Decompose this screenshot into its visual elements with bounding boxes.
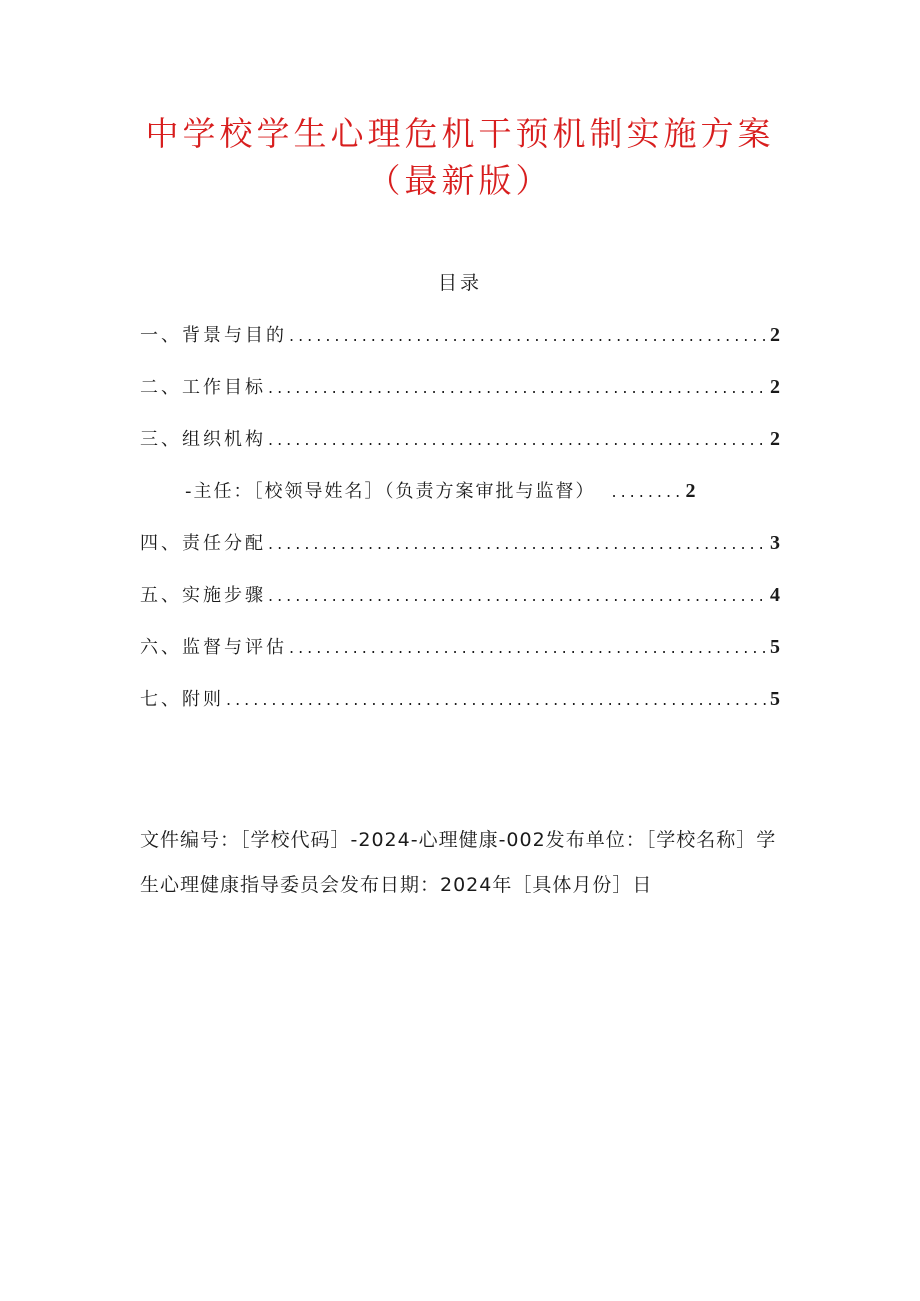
toc-entry-background[interactable]: [140, 320, 780, 372]
document-title-edition: （最新版）: [367, 161, 553, 200]
toc-dot-leader: [268, 529, 766, 559]
document-title: 中学校学生心理危机干预机制实施方案: [145, 114, 775, 153]
toc-entry-responsibilities[interactable]: [140, 528, 780, 580]
toc-entry-organization[interactable]: [140, 424, 780, 476]
toc-entry-label: 五、实施步骤: [140, 585, 266, 606]
toc-dot-leader: [289, 321, 766, 351]
toc-page-number: 5: [770, 636, 780, 658]
toc-page-number: 2: [770, 324, 780, 346]
toc-entry-label: 二、工作目标: [140, 377, 266, 398]
toc-entry-label: 一、背景与目的: [140, 325, 287, 346]
toc-dot-leader: [268, 581, 766, 611]
toc-dot-leader: [612, 477, 682, 507]
toc-page-number: 2: [685, 480, 696, 502]
toc-heading: 目录: [437, 272, 482, 294]
toc-dot-leader: [226, 685, 766, 715]
toc-entry-label: 四、责任分配: [140, 533, 266, 554]
table-of-contents: [140, 320, 780, 736]
toc-entry-label: 三、组织机构: [140, 429, 266, 450]
toc-entry-supplementary[interactable]: [140, 684, 780, 736]
toc-entry-implementation[interactable]: [140, 580, 780, 632]
toc-page-number: 2: [770, 376, 780, 398]
file-info-paragraph: 文件编号：［学校代码］-2024-心理健康-002发布单位：［学校名称］学生心理健康指导委员会发布日期：2024年［具体月份］日: [140, 829, 777, 896]
toc-entry-label: 七、附则: [140, 689, 224, 710]
toc-dot-leader: [268, 373, 766, 403]
toc-page-number: 2: [770, 428, 780, 450]
toc-entry-director[interactable]: [140, 476, 780, 528]
toc-entry-supervision[interactable]: [140, 632, 780, 684]
toc-dot-leader: [268, 425, 766, 455]
toc-page-number: 4: [770, 584, 780, 606]
toc-entry-label: -主任：［校领导姓名］（负责方案审批与监督）: [185, 481, 596, 502]
toc-page-number: 5: [770, 688, 780, 710]
toc-page-number: 3: [770, 532, 780, 554]
toc-entry-goals[interactable]: [140, 372, 780, 424]
toc-entry-label: 六、监督与评估: [140, 637, 287, 658]
toc-dot-leader: [289, 633, 766, 663]
